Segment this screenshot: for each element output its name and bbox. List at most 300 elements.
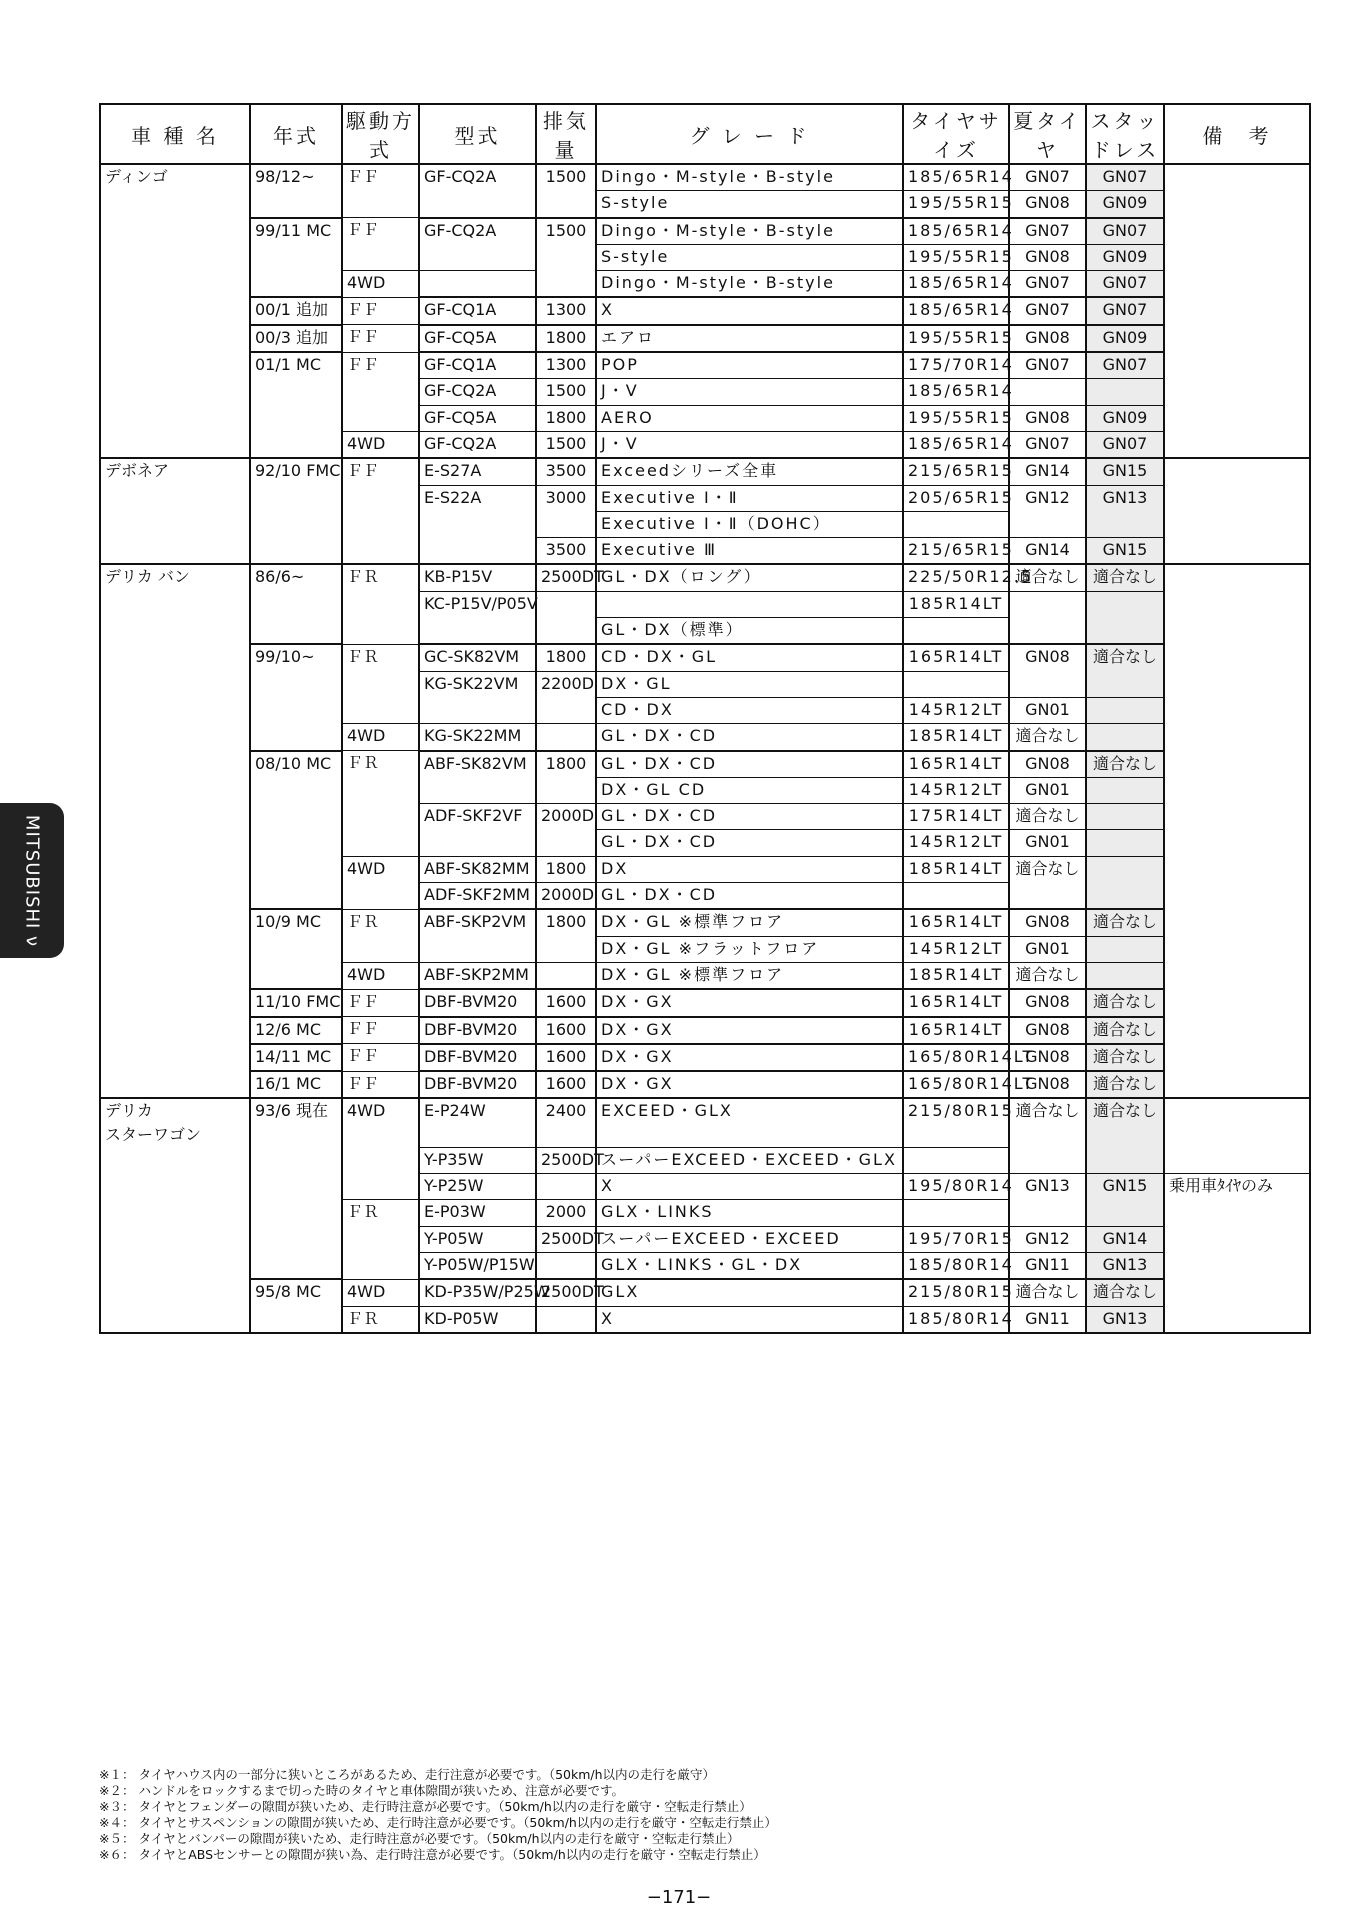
table-cell: GL・DX・CD (596, 724, 903, 751)
table-row (100, 458, 1310, 485)
table-cell: 185R14LT (903, 856, 1009, 882)
table-cell: 195/55R15 (903, 244, 1009, 270)
table-cell (100, 671, 250, 697)
table-cell (1164, 244, 1310, 270)
table-cell: E-P03W (419, 1200, 536, 1226)
table-cell (1164, 724, 1310, 751)
table-cell (419, 936, 536, 962)
table-cell: 185/80R14 (903, 1306, 1009, 1333)
table-cell: GN07 (1086, 164, 1164, 191)
table-cell (342, 883, 419, 910)
table-cell (1086, 1147, 1164, 1173)
table-cell: KD-P05W (419, 1306, 536, 1333)
table-cell: 185/65R14 (903, 297, 1009, 324)
footnote-line: ※６： タイヤとABSセンサーとの隙間が狭い為、走行時注意が必要です。（50km/h以内の走行を厳守・空転走行禁止） (99, 1847, 766, 1862)
table-row (100, 325, 1310, 352)
table-row (100, 191, 1310, 218)
table-cell (1086, 830, 1164, 856)
table-cell: 適合なし (1086, 989, 1164, 1016)
table-cell (1164, 164, 1310, 191)
table-cell: 1800 (536, 325, 596, 352)
table-cell (100, 909, 250, 936)
table-cell (342, 244, 419, 270)
table-cell (1164, 218, 1310, 245)
table-cell (342, 485, 419, 511)
table-cell: 2500DT (536, 1147, 596, 1173)
table-cell: 145R12LT (903, 777, 1009, 803)
table-cell (1164, 1071, 1310, 1098)
table-row (100, 724, 1310, 751)
table-cell: ＦＲ (342, 751, 419, 778)
table-cell: J・V (596, 431, 903, 458)
table-cell: 1800 (536, 751, 596, 778)
table-cell: GN01 (1009, 777, 1086, 803)
table-cell: GN08 (1009, 989, 1086, 1016)
table-cell (1164, 697, 1310, 723)
table-cell: DX・GX (596, 989, 903, 1016)
table-cell (100, 352, 250, 379)
table-cell (100, 856, 250, 882)
table-cell (342, 777, 419, 803)
table-cell: EXCEED・GLX (596, 1098, 903, 1147)
table-cell: 98/12~ (250, 164, 342, 191)
table-cell: 2000D (536, 883, 596, 910)
table-cell: 92/10 FMC (250, 458, 342, 485)
table-cell: GN07 (1009, 297, 1086, 324)
table-cell: AERO (596, 405, 903, 431)
table-row (100, 431, 1310, 458)
table-row (100, 962, 1310, 989)
table-cell (100, 591, 250, 617)
table-row (100, 883, 1310, 910)
table-cell: DX・GL ※標準フロア (596, 962, 903, 989)
table-cell (342, 936, 419, 962)
tire-fitment-table (99, 103, 1311, 1334)
table-cell: GN14 (1009, 458, 1086, 485)
table-cell: GN13 (1009, 1174, 1086, 1200)
table-cell: GN01 (1009, 697, 1086, 723)
table-cell: Executive Ⅲ (596, 538, 903, 565)
table-cell: DBF-BVM20 (419, 1017, 536, 1044)
table-cell (1086, 379, 1164, 405)
table-cell (1164, 936, 1310, 962)
table-cell: GC-SK82VM (419, 644, 536, 671)
table-cell (250, 830, 342, 856)
table-cell (1086, 962, 1164, 989)
table-cell: GN07 (1086, 297, 1164, 324)
table-cell: GLX・LINKS・GL・DX (596, 1253, 903, 1280)
table-cell (536, 271, 596, 298)
table-cell: GF-CQ5A (419, 325, 536, 352)
table-cell (1164, 405, 1310, 431)
table-cell: DX・GL ※標準フロア (596, 909, 903, 936)
table-cell: 適合なし (1086, 1017, 1164, 1044)
table-row (100, 379, 1310, 405)
table-cell (100, 989, 250, 1016)
table-cell: KB-P15V (419, 564, 536, 591)
table-cell: 1800 (536, 909, 596, 936)
table-cell: 185R14LT (903, 591, 1009, 617)
page-number: −171− (646, 1887, 712, 1908)
table-cell (536, 1253, 596, 1280)
table-cell: DBF-BVM20 (419, 1071, 536, 1098)
table-row (100, 1017, 1310, 1044)
table-cell: 2000D (536, 804, 596, 830)
table-cell: 1500 (536, 164, 596, 191)
table-cell (250, 697, 342, 723)
table-row (100, 909, 1310, 936)
table-row (100, 538, 1310, 565)
table-cell: 185/65R14 (903, 431, 1009, 458)
table-cell (100, 1147, 250, 1173)
table-cell (903, 671, 1009, 697)
table-row (100, 751, 1310, 778)
table-cell: 185/65R14 (903, 218, 1009, 245)
table-cell (1164, 352, 1310, 379)
table-cell: ＦＦ (342, 1071, 419, 1098)
table-cell (1086, 724, 1164, 751)
table-cell (100, 511, 250, 537)
table-cell (419, 830, 536, 856)
table-cell (100, 804, 250, 830)
table-cell (419, 618, 536, 645)
table-cell (536, 1174, 596, 1200)
table-cell: DX (596, 856, 903, 882)
table-cell: ABF-SKP2MM (419, 962, 536, 989)
table-cell: 195/55R15 (903, 191, 1009, 218)
table-cell (100, 697, 250, 723)
table-cell (1164, 191, 1310, 218)
table-cell: 08/10 MC (250, 751, 342, 778)
table-cell: GN15 (1086, 1174, 1164, 1200)
table-cell (250, 191, 342, 218)
table-cell: GN14 (1009, 538, 1086, 565)
table-cell (1164, 671, 1310, 697)
table-cell: DBF-BVM20 (419, 989, 536, 1016)
table-cell: KC-P15V/P05V (419, 591, 536, 617)
table-cell (342, 618, 419, 645)
table-cell (419, 511, 536, 537)
table-cell: GN11 (1009, 1306, 1086, 1333)
table-cell: 215/65R15 (903, 538, 1009, 565)
table-cell: 11/10 FMC (250, 989, 342, 1016)
table-cell (419, 697, 536, 723)
table-cell (342, 830, 419, 856)
table-row (100, 804, 1310, 830)
table-row (100, 352, 1310, 379)
table-cell: GN08 (1009, 751, 1086, 778)
table-cell: 185/65R14 (903, 271, 1009, 298)
table-cell (419, 191, 536, 218)
table-cell: ＦＲ (342, 909, 419, 936)
table-cell: ディンゴ (100, 164, 250, 191)
table-cell: 165R14LT (903, 909, 1009, 936)
table-cell (1164, 591, 1310, 617)
table-cell: GF-CQ2A (419, 218, 536, 245)
table-cell (100, 1044, 250, 1071)
table-cell (1164, 1279, 1310, 1306)
table-cell (100, 1017, 250, 1044)
table-cell: 185R14LT (903, 962, 1009, 989)
table-cell (536, 697, 596, 723)
table-cell: 145R12LT (903, 830, 1009, 856)
table-cell: GN07 (1086, 218, 1164, 245)
table-cell (342, 1147, 419, 1173)
table-cell: DX・GX (596, 1017, 903, 1044)
table-cell (100, 1174, 250, 1200)
table-cell (100, 218, 250, 245)
table-cell: 1600 (536, 989, 596, 1016)
table-cell: 1300 (536, 297, 596, 324)
table-cell: DX・GL (596, 671, 903, 697)
table-cell: 4WD (342, 962, 419, 989)
table-cell (1086, 591, 1164, 617)
table-cell (1164, 1226, 1310, 1252)
table-cell: GN07 (1009, 431, 1086, 458)
table-cell: 99/11 MC (250, 218, 342, 245)
table-cell (536, 591, 596, 617)
column-header: タイヤサイズ (903, 104, 1009, 164)
table-cell (250, 538, 342, 565)
table-cell: 145R12LT (903, 697, 1009, 723)
table-row (100, 830, 1310, 856)
table-cell: 215/65R15 (903, 458, 1009, 485)
table-cell: GN13 (1086, 1253, 1164, 1280)
table-cell (1164, 962, 1310, 989)
table-cell: Y-P25W (419, 1174, 536, 1200)
table-cell: GN09 (1086, 325, 1164, 352)
maker-side-tab (0, 803, 64, 958)
table-cell: ＦＦ (342, 325, 419, 352)
table-cell (1164, 379, 1310, 405)
table-cell: 2200D (536, 671, 596, 697)
table-cell: 205/65R15 (903, 485, 1009, 511)
column-header: 備 考 (1164, 104, 1310, 164)
table-cell: GL・DX（標準） (596, 618, 903, 645)
table-cell (250, 1253, 342, 1280)
table-cell (903, 1147, 1009, 1173)
table-cell: 3500 (536, 458, 596, 485)
table-cell: CD・DX (596, 697, 903, 723)
table-cell: GN07 (1086, 271, 1164, 298)
table-cell (250, 1226, 342, 1252)
table-row (100, 1071, 1310, 1098)
table-row (100, 989, 1310, 1016)
column-header: グ レ ー ド (596, 104, 903, 164)
table-row (100, 164, 1310, 191)
column-header: 駆動方式 (342, 104, 419, 164)
table-cell (250, 485, 342, 511)
table-cell: ＦＦ (342, 352, 419, 379)
table-cell (342, 1174, 419, 1200)
table-cell (1164, 989, 1310, 1016)
table-header-row (100, 104, 1310, 164)
table-row (100, 697, 1310, 723)
table-cell: S-style (596, 191, 903, 218)
table-cell (100, 936, 250, 962)
table-cell: GN15 (1086, 458, 1164, 485)
table-cell: GF-CQ5A (419, 405, 536, 431)
table-cell: GN01 (1009, 936, 1086, 962)
table-cell: 165/80R14LT (903, 1071, 1009, 1098)
table-cell (1164, 271, 1310, 298)
table-cell: GN07 (1086, 352, 1164, 379)
table-cell (342, 405, 419, 431)
table-cell: 1800 (536, 856, 596, 882)
table-row (100, 1226, 1310, 1252)
table-cell: 95/8 MC (250, 1279, 342, 1306)
table-row (100, 511, 1310, 537)
table-cell: 適合なし (1086, 1044, 1164, 1071)
table-cell: エアロ (596, 325, 903, 352)
table-cell: 1600 (536, 1044, 596, 1071)
table-cell: Dingo・M-style・B-style (596, 164, 903, 191)
table-row (100, 1279, 1310, 1306)
table-cell: 4WD (342, 431, 419, 458)
table-cell: ＦＦ (342, 218, 419, 245)
table-cell: GN15 (1086, 538, 1164, 565)
table-cell: GF-CQ1A (419, 352, 536, 379)
table-cell (1164, 1253, 1310, 1280)
table-cell: 195/70R15 (903, 1226, 1009, 1252)
table-cell: 2500DT (536, 564, 596, 591)
table-cell: 適合なし (1009, 804, 1086, 830)
table-cell (419, 538, 536, 565)
table-cell: 195/55R15 (903, 325, 1009, 352)
table-cell (100, 751, 250, 778)
table-cell (250, 936, 342, 962)
table-cell: GN09 (1086, 244, 1164, 270)
table-cell: 適合なし (1009, 856, 1086, 882)
table-row (100, 1044, 1310, 1071)
table-cell (100, 1279, 250, 1306)
table-cell: 適合なし (1009, 1098, 1086, 1147)
table-cell: GN14 (1086, 1226, 1164, 1252)
table-cell: ＦＲ (342, 1306, 419, 1333)
table-cell: DX・GX (596, 1044, 903, 1071)
table-cell (1009, 883, 1086, 910)
table-cell: Executive Ⅰ・Ⅱ (596, 485, 903, 511)
table-cell (342, 671, 419, 697)
table-cell (100, 883, 250, 910)
table-cell: 3000 (536, 485, 596, 511)
table-cell: GN08 (1009, 244, 1086, 270)
table-cell (100, 538, 250, 565)
table-cell: 1300 (536, 352, 596, 379)
table-cell: 00/3 追加 (250, 325, 342, 352)
table-cell (419, 777, 536, 803)
table-cell (100, 1071, 250, 1098)
table-cell: Executive Ⅰ・Ⅱ（DOHC） (596, 511, 903, 537)
table-cell: デリカ スターワゴン (100, 1098, 250, 1147)
table-cell: GN09 (1086, 405, 1164, 431)
table-row (100, 244, 1310, 270)
table-cell (1164, 564, 1310, 591)
footnote-line: ※３： タイヤとフェンダーの隙間が狭いため、走行時注意が必要です。（50km/h以内の走行を厳守・空転走行禁止） (99, 1799, 752, 1814)
table-cell (1164, 883, 1310, 910)
table-cell: GF-CQ2A (419, 164, 536, 191)
table-cell: E-P24W (419, 1098, 536, 1147)
table-cell: 86/6~ (250, 564, 342, 591)
table-cell: S-style (596, 244, 903, 270)
table-cell (250, 244, 342, 270)
table-cell (1164, 511, 1310, 537)
table-cell: GN08 (1009, 405, 1086, 431)
table-cell (342, 1253, 419, 1280)
table-cell: GL・DX・CD (596, 804, 903, 830)
table-cell (342, 511, 419, 537)
table-cell (536, 244, 596, 270)
table-cell (1086, 511, 1164, 537)
table-cell (250, 511, 342, 537)
table-cell (1164, 830, 1310, 856)
table-cell: GN08 (1009, 1017, 1086, 1044)
table-cell: デリカ バン (100, 564, 250, 591)
table-cell (250, 405, 342, 431)
table-cell: 99/10~ (250, 644, 342, 671)
table-cell: 10/9 MC (250, 909, 342, 936)
table-cell (250, 1200, 342, 1226)
table-cell: GN01 (1009, 830, 1086, 856)
table-cell: GF-CQ1A (419, 297, 536, 324)
table-cell: ABF-SK82VM (419, 751, 536, 778)
table-row (100, 936, 1310, 962)
table-cell (100, 830, 250, 856)
table-cell: DX・GL ※フラットフロア (596, 936, 903, 962)
table-cell: Exceedシリーズ全車 (596, 458, 903, 485)
table-cell: ABF-SK82MM (419, 856, 536, 882)
table-cell (1086, 777, 1164, 803)
table-cell (1009, 671, 1086, 697)
table-cell (100, 1200, 250, 1226)
table-row (100, 644, 1310, 671)
table-cell (1086, 697, 1164, 723)
table-cell: KD-P35W/P25W (419, 1279, 536, 1306)
table-cell (1164, 1044, 1310, 1071)
table-cell (100, 724, 250, 751)
table-cell (419, 271, 536, 298)
table-row (100, 1306, 1310, 1333)
table-cell (100, 618, 250, 645)
table-cell: 適合なし (1086, 1279, 1164, 1306)
table-cell (536, 777, 596, 803)
table-cell: ADF-SKF2VF (419, 804, 536, 830)
column-header: 夏タイヤ (1009, 104, 1086, 164)
column-header: 車 種 名 (100, 104, 250, 164)
table-cell (536, 1306, 596, 1333)
table-cell: ＦＲ (342, 1200, 419, 1226)
table-cell (1164, 1147, 1310, 1173)
table-cell (1009, 1200, 1086, 1226)
table-cell (250, 1306, 342, 1333)
table-cell (1164, 1200, 1310, 1226)
footnote-line: ※４： タイヤとサスペンションの隙間が狭いため、走行時注意が必要です。（50km/h以内の走行を厳守・空転走行禁止） (99, 1815, 777, 1830)
table-cell (250, 804, 342, 830)
table-cell: ADF-SKF2MM (419, 883, 536, 910)
table-cell (1164, 538, 1310, 565)
table-cell: 適合なし (1009, 1279, 1086, 1306)
table-cell: 1500 (536, 379, 596, 405)
table-cell (250, 856, 342, 882)
table-cell: ＦＦ (342, 1044, 419, 1071)
table-cell: 4WD (342, 1098, 419, 1147)
table-cell (100, 271, 250, 298)
table-cell: 4WD (342, 1279, 419, 1306)
table-cell (903, 618, 1009, 645)
table-cell (100, 777, 250, 803)
table-cell: 適合なし (1009, 564, 1086, 591)
table-cell: Y-P05W (419, 1226, 536, 1252)
